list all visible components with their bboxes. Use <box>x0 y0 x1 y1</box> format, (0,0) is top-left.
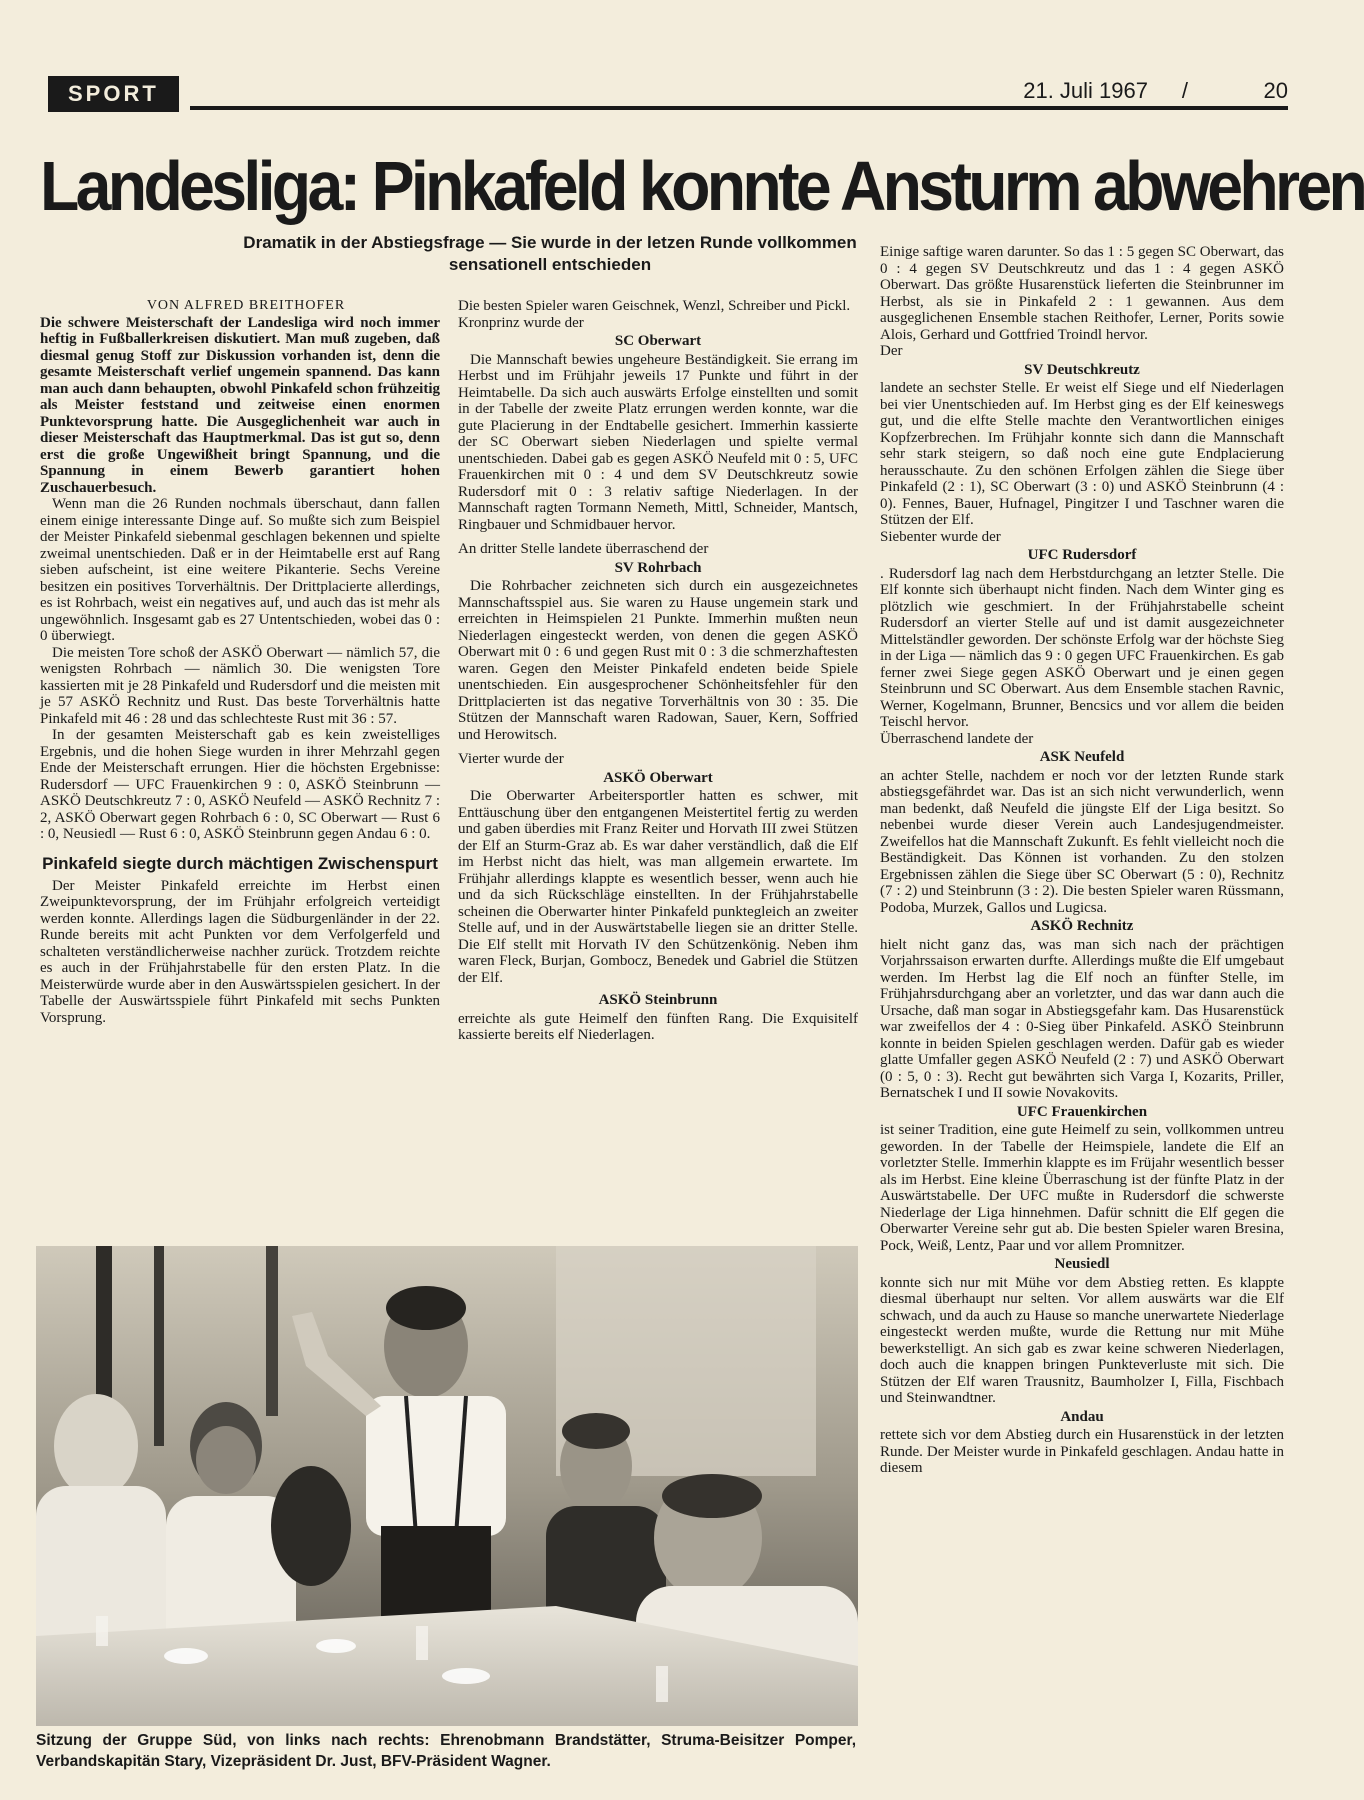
team-heading: ASKÖ Oberwart <box>603 769 713 786</box>
paragraph: Kronprinz wurde der <box>458 314 584 331</box>
paragraph: Die Mannschaft bewies ungeheure Beständigkeit. Sie errang im Herbst und im Frühjahr jeweils 17 Punkte und führt in der Heimtabelle. Da sich auch auswärts Erfolge einstellten und somit in der Tabelle der zweite Platz errungen werden konnte, war die gute Placierung in der Endtabelle gesichert. Immerhin kassierte der SC Oberwart sieben Niederlagen und spielte vermal unentschieden. Dabei gab es gegen ASKÖ Neufeld mit 0 : 5, UFC Frauenkirchen mit 0 : 4 und dem SV Deutschkreutz sowie Rudersdorf mit 0 : 3 relativ saftige Niederlagen. In der Mannschaft ragten Tormann Nemeth, Mittl, Schneider, Mantsch, Ringbauer und Schmidbauer hervor. <box>458 351 858 533</box>
paragraph: Die meisten Tore schoß der ASKÖ Oberwart — nämlich 57, die wenigsten Rohrbach — nämlich 30. Die wenigsten Tore kassierten mit je 28 Pinkafeld und Rudersdorf und die meisten mit je 57 ASKÖ Rechnitz und Rust. Das beste Torverhältnis hatte Pinkafeld mit 46 : 28 und das schlechteste Rust mit 36 : 57. <box>40 644 440 727</box>
photo-caption: Sitzung der Gruppe Süd, von links nach rechts: Ehrenobmann Brandstätter, Struma-Beisitzer Pomper, Verbandskapitän Stary, Vizepräsident Dr. Just, BFV-Präsident Wagner. <box>36 1732 856 1770</box>
team-heading: ASKÖ Rechnitz <box>1030 918 1134 934</box>
paragraph: erreichte als gute Heimelf den fünften Rang. Die Exquisitelf kassierte bereits elf Niederlagen. <box>458 1010 858 1043</box>
paragraph: Der Meister Pinkafeld erreichte im Herbst einen Zweipunktevorsprung, der im Frühjahr erfolgreich verteidigt werden konnte. Allerdings lagen die Südburgenländer in der 22. Runde bereits mit acht Punkten vor dem Verfolgerfeld und schalteten verständlicherweise nachher zurück. Trotzdem reichte es auch in der Frühjahrstabelle für den ersten Platz. In die Meisterwürde wurde aber in den Auswärtsspielen gesichert. In der Tabelle der Auswärtsspiele führt Pinkafeld mit sechs Punkten Vorsprung. <box>40 877 440 1026</box>
team-heading: UFC Rudersdorf <box>1027 547 1137 563</box>
byline: VON ALFRED BREITHOFER <box>146 298 346 313</box>
column-2 <box>458 298 858 1243</box>
team-heading: SV Deutschkreutz <box>1024 361 1140 378</box>
paragraph: Der <box>880 343 903 359</box>
paragraph: ist seiner Tradition, eine gute Heimelf zu sein, vollkommen untreu geworden. In der Tabelle der Heimspiele, landete die Elf an vorletzter Stelle. Immerhin klappte es im Früjahr wesentlich besser als im Herbst. Eine kleine Überraschung ist der fünfte Platz in der Auswärtstabelle. Der UFC mußte in Rudersdorf die schwerste Niederlage der Liga hinnehmen. Dafür schnitt die Elf gegen die Oberwarter Vereine sehr gut ab. Die besten Spieler waren Bresina, Pock, Weiß, Lentz, Paar und vor allem Promnitzer. <box>880 1122 1284 1254</box>
team-heading: Andau <box>1060 1408 1104 1425</box>
team-heading: SC Oberwart <box>614 333 702 349</box>
team-heading: Neusiedl <box>1054 1256 1110 1272</box>
paragraph: . Rudersdorf lag nach dem Herbstdurchgang an letzter Stelle. Die Elf konnte sich überhaupt nicht finden. Nach dem Winter ging es plötzlich wie geschmiert. In der Frühjahrstabelle scheint Rudersdorf an vierter Stelle auf und ist damit ausgezeichneter Mittelständler geworden. Der schönste Erfolg war der höchste Sieg in der Liga — nämlich das 9 : 0 gegen UFC Frauenkirchen. Es gab ferner zwei Siege gegen ASKÖ Oberwart und je einen gegen Steinbrunn und SC Oberwart. Aus dem Ensemble stachen Ravnic, Werner, Kogelmann, Brunner, Bencsics und vor allem die beiden Teischl hervor. <box>880 565 1284 730</box>
team-heading: SV Rohrbach <box>614 559 702 576</box>
paragraph: Einige saftige waren darunter. So das 1 : 5 gegen SC Oberwart, das 0 : 4 gegen SV Deutschkreutz und das 1 : 4 gegen ASKÖ Oberwart. Das größte Husarenstück lieferten die Steinbrunner im Herbst, als sie in Pinkafeld 2 : 1 gewannen. Aus dem ausgeglichenen Ensemble stachen Reithofer, Lerner, Porits sowie Alois, Gerhard und Gottfried Troindl hervor. <box>880 244 1284 343</box>
paragraph: landete an sechster Stelle. Er weist elf Siege und elf Niederlagen bei vier Unentschieden auf. Im Herbst ging es der Elf keineswegs gut, und die elfte Stelle machte den Verantwortlichen einiges Kopfzerbrechen. Im Frühjahr konnte sich dann die Mannschaft sehr stark steigern, so daß noch eine gute Endplacierung herausschaute. Zu den schönen Erfolgen zählen die Siege über Pinkafeld (2 : 1), SC Oberwart (3 : 0) und ASKÖ Steinbrunn (4 : 0). Fennes, Bauer, Hufnagel, Pingitzer I und Taschner waren die Stützen der Elf. <box>880 380 1284 528</box>
paragraph: Die Rohrbacher zeichneten sich durch ein ausgezeichnetes Mannschaftsspiel aus. Sie waren zu Hause ungemein stark und erreichten in Heimspielen 21 Punkte. Immerhin mußten neun Niederlagen eingesteckt werden, von denen die gegen ASKÖ Oberwart mit 0 : 6 und gegen Rust mit 0 : 3 die schmerzhaftesten waren. Gegen den Meister Pinkafeld endeten beide Spiele unentschieden. Ein ausgesprochener Schönheitsfehler für den Drittplacierten ist das negative Torverhältnis von 30 : 35. Die Stützen der Mannschaft waren Radowan, Sauer, Kern, Soffried und Herowitsch. <box>458 578 858 743</box>
paragraph: Siebenter wurde der <box>880 528 1001 545</box>
page-header <box>48 76 1288 114</box>
paragraph: rettete sich vor dem Abstieg durch ein Husarenstück in der letzten Runde. Der Meister wurde in Pinkafeld geschlagen. Andau hatte in diesem <box>880 1427 1284 1476</box>
meeting-photo <box>36 1246 858 1726</box>
paragraph: an achter Stelle, nachdem er noch vor der letzten Runde stark abstiegsgefährdet war. Das ist an sich nicht verwunderlich, wenn man bedenkt, daß Neufeld die jüngste Elf der Liga besitzt. So nebenbei wurde dieser Verein auch Landesjugendmeister. Zweifellos hat die Mannschaft Zukunft. Es fehlt vielleicht noch die Beständigkeit. Das Können ist vorhanden. Zu den stolzen Ergebnissen zählen die Siege über SC Oberwart (5 : 0), Rechnitz (7 : 2) und Steinbrunn (3 : 2). Die besten Spieler waren Rüssmann, Podoba, Murzek, Gallos und Lugicsa. <box>880 767 1284 916</box>
team-heading: ASK Neufeld <box>1039 749 1125 765</box>
headline: Landesliga: Pinkafeld konnte Ansturm abwehren <box>40 147 1364 225</box>
date-separator: / <box>1181 78 1188 103</box>
issue-date: 21. Juli 1967 <box>1023 78 1148 103</box>
paragraph: Die besten Spieler waren Geischnek, Wenzl, Schreiber und Pickl. <box>458 298 851 314</box>
section-label: SPORT <box>48 76 179 112</box>
intro-paragraph: Die schwere Meisterschaft der Landesliga wird noch immer heftig in Fußballerkreisen diskutiert. Man muß zugeben, daß diesmal genug Stoff zur Diskussion vorhanden ist, denn die gesamte Meisterschaft verlief ungemein spannend. Das kann man auch dann behaupten, obwohl Pinkafeld schon frühzeitig als Meister feststand und zeitweise einen enormen Punktevorsprung hatte. Die Ausgeglichenheit war auch in dieser Meisterschaft das Hauptmerkmal. Das ist gut so, denn erst die große Ungewißheit bringt Spannung, und die Spannung in einem Bewerb garantiert hohen Zuschauerbesuch. <box>40 314 440 496</box>
paragraph: konnte sich nur mit Mühe vor dem Abstieg retten. Es klappte diesmal überhaupt nur selten. Vor allem auswärts war die Elf schwach, und da auch zu Hause so manche unerwartete Niederlage eingesteckt werden mußte, wurde die Rettung nur mit Mühe bewerkstelligt. An sich gab es zwar keine schweren Niederlagen, doch auch die knappen bringen Punkteverluste mit sich. Die Stützen der Elf waren Trausnitz, Baumholzer I, Filla, Fischbach und Steinwandtner. <box>880 1274 1284 1406</box>
paragraph: Wenn man die 26 Runden nochmals überschaut, dann fallen einem einige interessante Dinge auf. So mußte sich zum Beispiel der Meister Pinkafeld siebenmal geschlagen bekennen und spielte zweimal unentschieden. Daß er in der Heimtabelle erst auf Rang sieben aufscheint, ist eine weitere Pikanterie. Sechs Vereine besitzen ein positives Torverhältnis. Der Drittplacierte allerdings, es ist Rohrbach, weist ein negatives auf, und auch das ist mehr als ungewöhnlich. Insgesamt gab es 27 Untentschieden, wobei das 0 : 0 überwiegt. <box>40 496 440 644</box>
column-3 <box>880 244 1284 1794</box>
paragraph: An dritter Stelle landete überraschend der <box>458 541 709 557</box>
team-heading: ASKÖ Steinbrunn <box>598 992 718 1008</box>
subheadline: Dramatik in der Abstiegsfrage — Sie wurde in der letzen Runde vollkommen sensationell entschieden <box>243 233 857 274</box>
header-rule <box>190 106 1288 110</box>
paragraph: hielt nicht ganz das, was man sich nach der prächtigen Vorjahrssaison erwarten durfte. Allerdings mußte die Elf umgebaut werden. Im Herbst lag die Elf noch an fünfter Stelle, im Frühjahrsdurchgang aber an vorletzter, und das war dann auch die Ursache, daß man sogar in Abstiegsgefahr kam. Das Husarenstück war zweifellos der 4 : 0-Sieg über Pinkafeld. ASKÖ Steinbrunn konnte in beiden Spielen geschlagen werden. Dafür gab es wieder glatte Umfaller gegen ASKÖ Neufeld (2 : 7) und ASKÖ Oberwart (0 : 5, 0 : 3). Recht gut bewährten sich Varga I, Kozarits, Priller, Bernatschek I und II sowie Novakovits. <box>880 936 1284 1101</box>
paragraph: Vierter wurde der <box>458 751 564 767</box>
paragraph: Überraschend landete der <box>880 730 1034 747</box>
section-subtitle: Pinkafeld siegte durch mächtigen Zwischenspurt <box>42 853 438 873</box>
team-heading: UFC Frauenkirchen <box>1016 1103 1148 1120</box>
paragraph: In der gesamten Meisterschaft gab es kein zweistelliges Ergebnis, und die hohen Siege wurden in ihrer Mehrzahl gegen Ende der Meisterschaft errungen. Hier die höchsten Ergebnisse: Rudersdorf — UFC Frauenkirchen 9 : 0, ASKÖ Steinbrunn — ASKÖ Deutschkreutz 7 : 0, ASKÖ Neufeld — ASKÖ Rechnitz 7 : 2, ASKÖ Oberwart gegen Rohrbach 6 : 0, SC Oberwart — Rust 6 : 0, Neusiedl — Rust 6 : 0, ASKÖ Steinbrunn gegen Andau 6 : 0. <box>40 727 440 842</box>
page-number: 20 <box>1263 78 1288 103</box>
column-1 <box>40 298 440 1253</box>
paragraph: Die Oberwarter Arbeitersportler hatten es schwer, mit Enttäuschung über den entgangenen Meistertitel fertig zu werden und gaben überdies mit Franz Reiter und Horvath III zwei Stützen der Elf an Sturm-Graz ab. Es war daher verständlich, daß die Elf im Herbst nicht das hielt, was man allgemein erwartete. Im Frühjahr allerdings klappte es wesentlich besser, wenn auch hie und da sich Rückschläge einstellten. In der Frühjahrstabelle scheinen die Oberwarter hinter Pinkafeld punktegleich an zweiter Stelle auf, und in der Auswärtstabelle liegen sie an dritter Stelle. Die Elf stellt mit Horvath IV den Schützenkönig. Neben ihm waren Fleck, Burjan, Gombocz, Benedek und Gabriel die Stützen der Elf. <box>458 788 858 986</box>
